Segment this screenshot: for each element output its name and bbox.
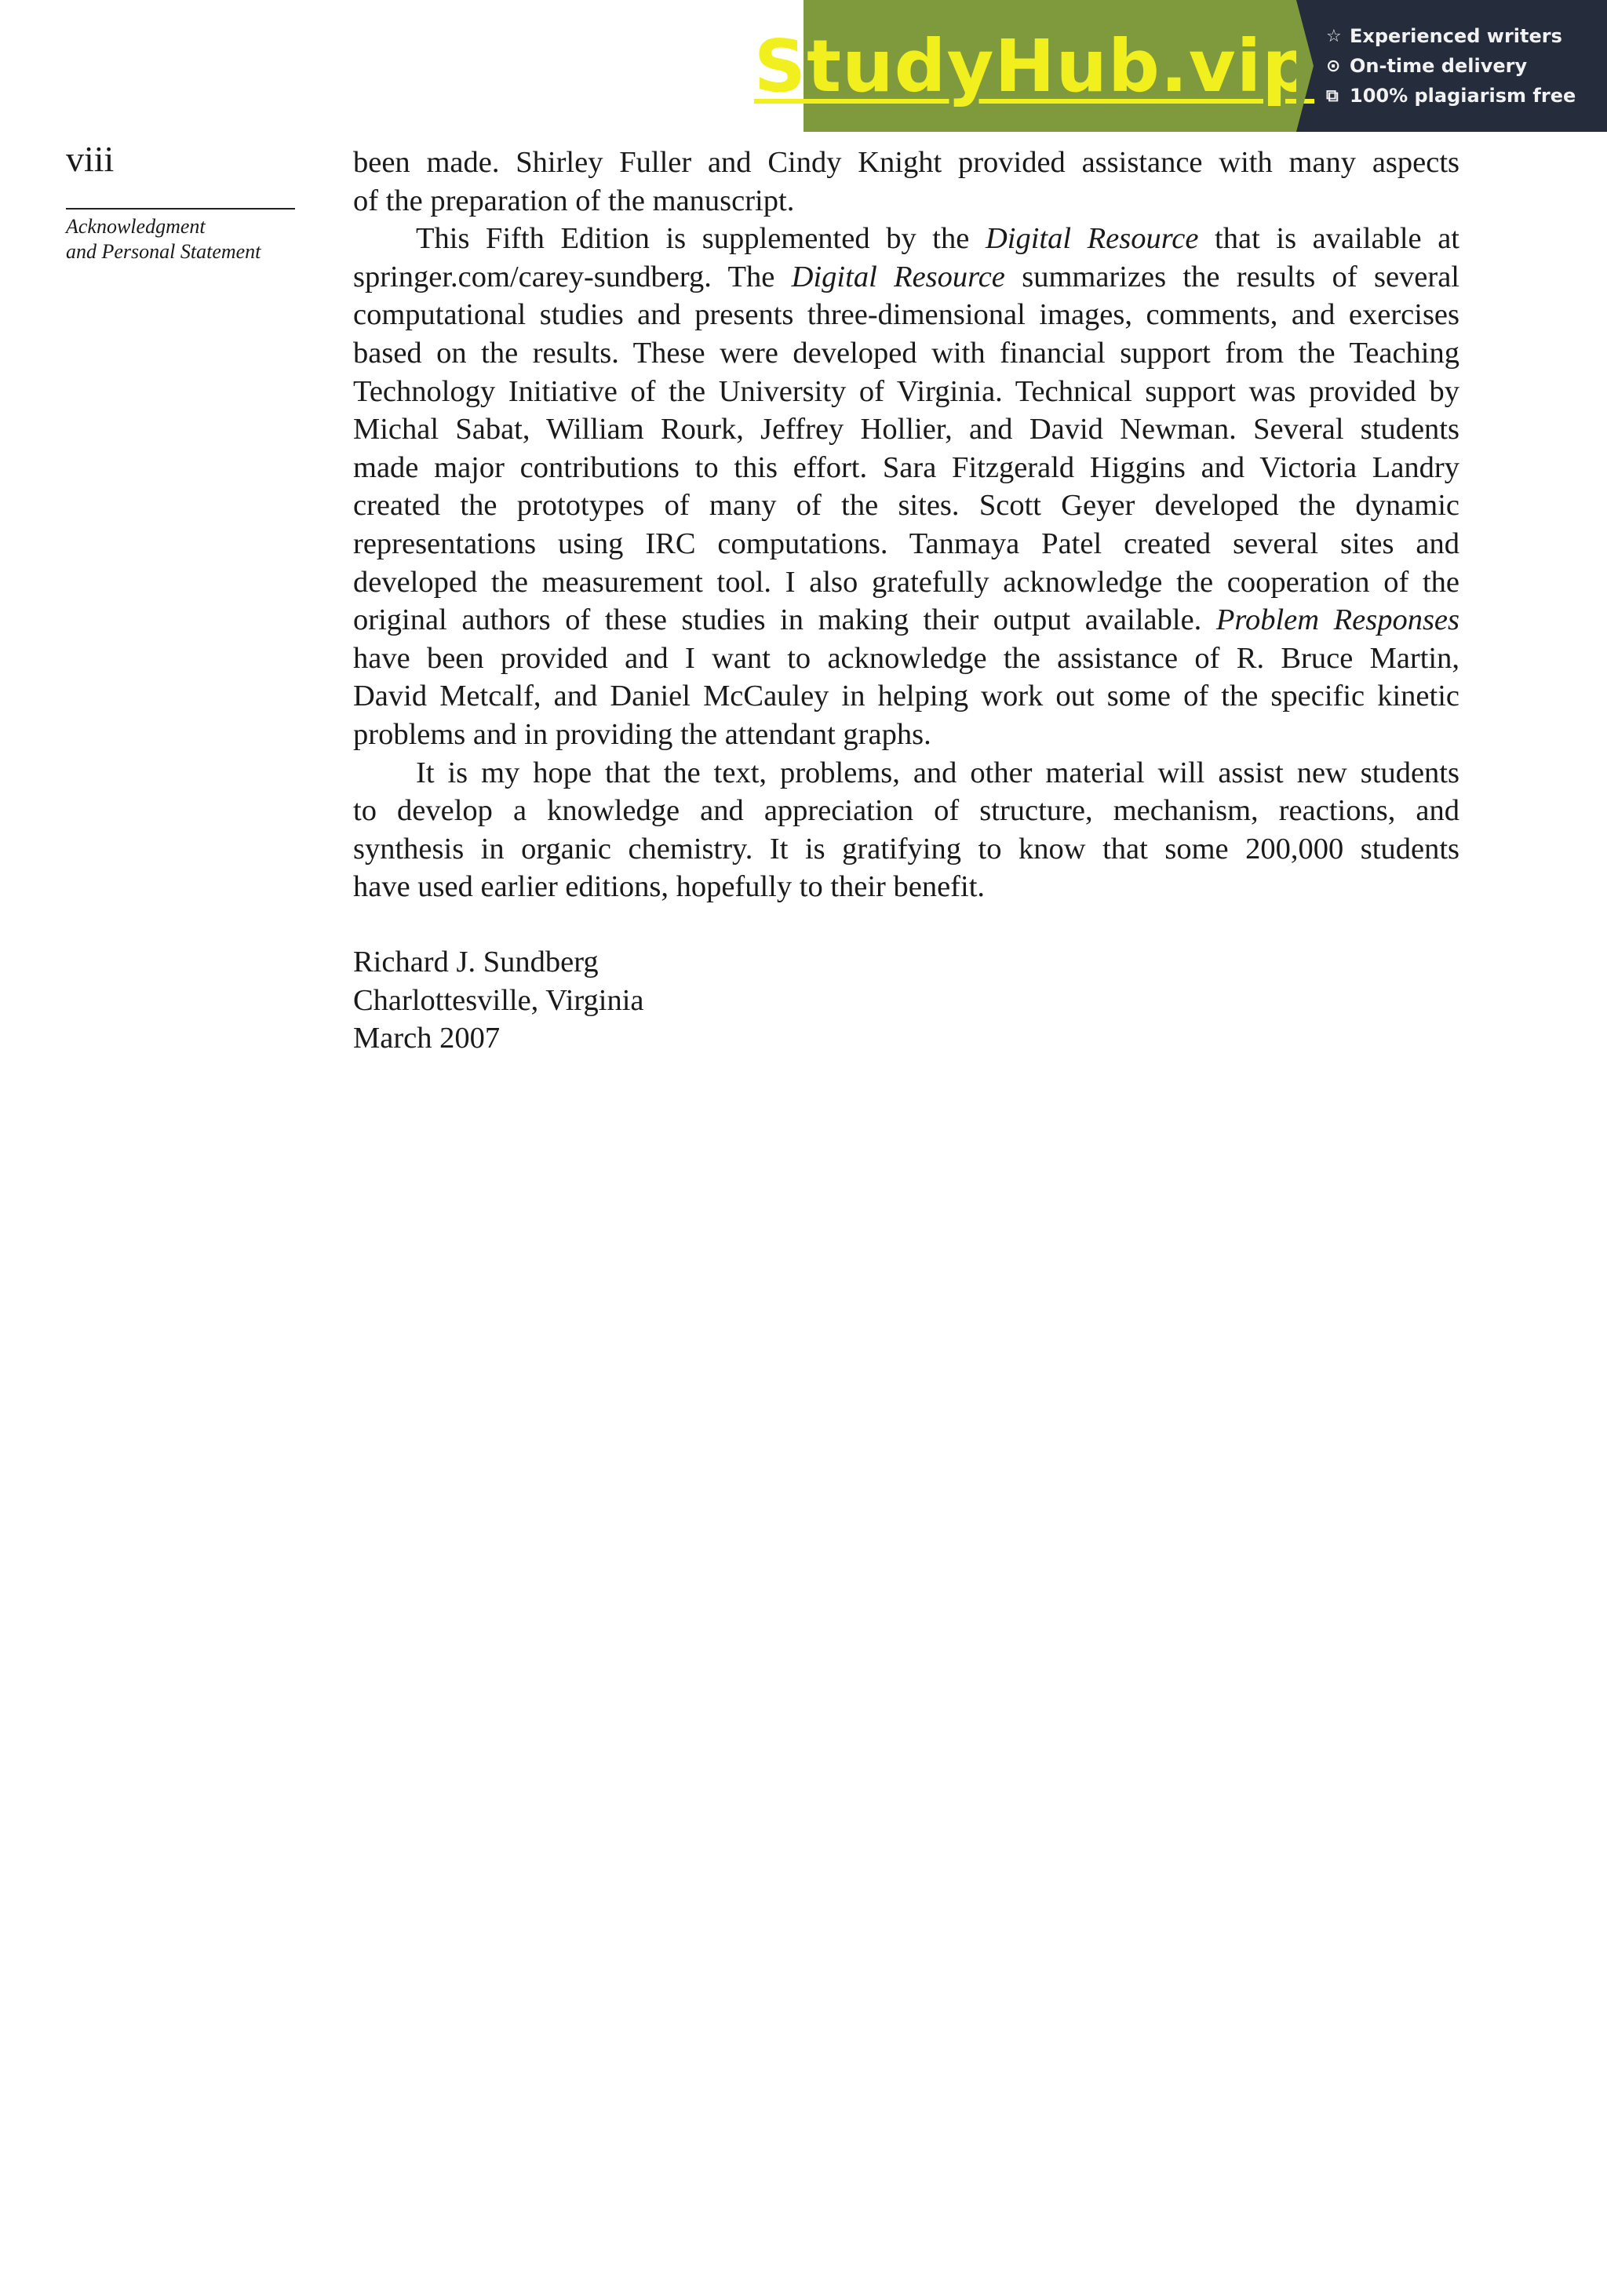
feature-experienced-writers bbox=[1326, 25, 1607, 47]
text-line: Technology Initiative of the University of Virginia. Technical support was provided by bbox=[353, 374, 1459, 408]
signature-name: Richard J. Sundberg bbox=[353, 946, 599, 979]
text-line: problems and in providing the attendant graphs. bbox=[353, 717, 931, 751]
text-span: This Fifth Edition is supplemented by the bbox=[416, 222, 986, 256]
running-head-line-2: and Personal Statement bbox=[66, 240, 261, 263]
copy-icon: ⧉ bbox=[1326, 86, 1339, 106]
signature-place: Charlottesville, Virginia bbox=[353, 983, 644, 1017]
text-line: computational studies and presents three-dimensional images, comments, and exercises bbox=[353, 298, 1459, 332]
margin-divider bbox=[66, 208, 295, 210]
feature-label: 100% plagiarism free bbox=[1350, 85, 1576, 107]
banner-logo-panel[interactable] bbox=[753, 0, 1315, 132]
text-line: created the prototypes of many of the sites. Scott Geyer developed the dynamic bbox=[353, 489, 1459, 523]
banner-arrow-shape bbox=[1296, 0, 1314, 132]
text-line: have been provided and I want to acknowledge the assistance of R. Bruce Martin, bbox=[353, 641, 1459, 675]
running-head bbox=[66, 214, 261, 264]
text-line: made major contributions to this effort. Sara Fitzgerald Higgins and Victoria Landry bbox=[353, 450, 1459, 484]
running-head-line-1: Acknowledgment bbox=[66, 215, 206, 238]
clock-icon: ⊙ bbox=[1326, 56, 1341, 76]
text-line: developed the measurement tool. I also gratefully acknowledge the cooperation of the bbox=[353, 565, 1459, 599]
text-line: have used earlier editions, hopefully to their benefit. bbox=[353, 870, 986, 904]
feature-plagiarism-free bbox=[1326, 85, 1607, 107]
italic-title: Problem Responses bbox=[1215, 603, 1459, 637]
italic-title: Digital Resource bbox=[791, 260, 1005, 293]
feature-label: On-time delivery bbox=[1350, 55, 1528, 77]
text-line: representations using IRC computations. Tanmaya Patel created several sites and bbox=[353, 527, 1459, 560]
body-text bbox=[353, 144, 1459, 906]
text-line: to develop a knowledge and appreciation of structure, mechanism, reactions, and bbox=[353, 794, 1459, 828]
feature-label: Experienced writers bbox=[1350, 25, 1562, 47]
text-span: springer.com/carey-sundberg. The bbox=[353, 260, 792, 293]
text-line: based on the results. These were developed with financial support from the Teaching bbox=[353, 336, 1459, 370]
signature-date: March 2007 bbox=[353, 1022, 501, 1055]
banner-features-panel bbox=[1296, 0, 1607, 132]
text-line: been made. Shirley Fuller and Cindy Knight provided assistance with many aspects bbox=[353, 146, 1459, 179]
studyhub-logo[interactable]: StudyHub.vip bbox=[753, 24, 1315, 108]
text-line: It is my hope that the text, problems, and other material will assist new students bbox=[416, 756, 1459, 789]
text-span: that is available at bbox=[1198, 222, 1459, 256]
star-outline-icon: ☆ bbox=[1326, 26, 1342, 46]
page-number: viii bbox=[66, 139, 115, 179]
text-line: Michal Sabat, William Rourk, Jeffrey Hollier, and David Newman. Several students bbox=[353, 413, 1459, 446]
feature-on-time-delivery bbox=[1326, 55, 1607, 77]
text-line bbox=[353, 220, 1459, 258]
text-line: David Metcalf, and Daniel McCauley in helping work out some of the specific kinetic bbox=[353, 680, 1459, 713]
text-line bbox=[353, 601, 1459, 640]
text-span: summarizes the results of several bbox=[1004, 260, 1460, 293]
signature-block bbox=[353, 943, 644, 1058]
italic-title: Digital Resource bbox=[985, 222, 1199, 256]
text-span: original authors of these studies in making their output available. bbox=[353, 603, 1216, 637]
text-line: synthesis in organic chemistry. It is gratifying to know that some 200,000 students bbox=[353, 832, 1459, 866]
ad-banner[interactable] bbox=[753, 0, 1607, 132]
text-line bbox=[353, 258, 1459, 297]
text-line: of the preparation of the manuscript. bbox=[353, 184, 795, 217]
